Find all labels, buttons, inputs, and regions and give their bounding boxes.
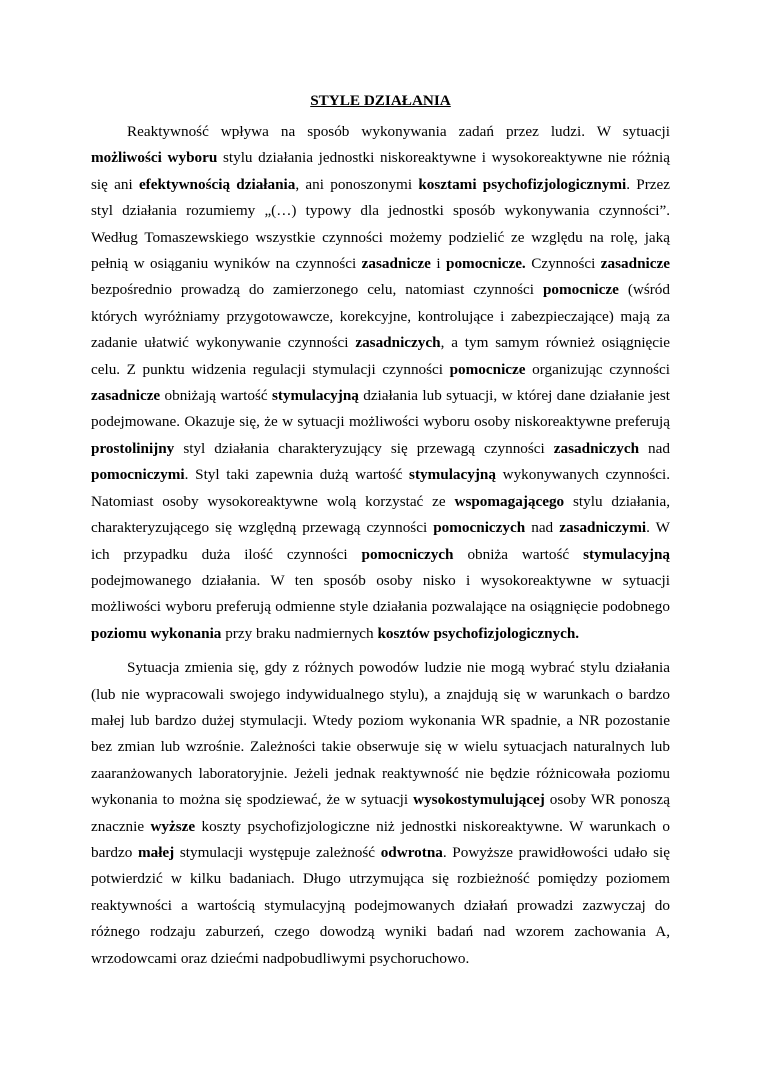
text-run: , ani ponoszonymi	[295, 175, 419, 193]
text-run: organizując czynności	[525, 360, 670, 378]
text-run: obniża wartość	[453, 545, 584, 563]
bold-term: wysokostymulującej	[413, 791, 545, 809]
bold-term: wyższe	[150, 817, 196, 835]
text-run: i	[430, 255, 447, 273]
paragraph	[91, 655, 670, 972]
bold-term: kosztów psychofizjologicznych.	[377, 624, 580, 642]
bold-term: małej	[137, 843, 175, 861]
bold-term: kosztami psychofizjologicznymi	[418, 175, 627, 193]
bold-term: zasadniczymi	[559, 519, 647, 537]
text-run: (wśród których wyróżniamy przygotowawcze, korekcyjne, kontrolujące i zabezpieczające) mają za zadanie ułatwić wykonywanie czynności	[91, 281, 670, 352]
text-run: . W ich przypadku duża ilość czynności	[91, 519, 671, 563]
bold-term: możliwości wyboru	[91, 149, 218, 167]
bold-term: zasadnicze	[600, 255, 670, 273]
text-run: . Powyższe prawidłowości udało się potwierdzić w kilku badaniach. Długo utrzymująca się rozbieżność pomiędzy poziomem reaktywności a wartością stymulacyjną podejmowanych działań prowadzi zazwyczaj do różnego rodzaju zaburzeń, czego dowodzą wyniki badań nad wzorem zachowania A, wrzodowcami oraz dziećmi nadpobudliwymi psychoruchowo.	[91, 843, 670, 967]
document-page	[91, 88, 670, 980]
paragraph	[91, 119, 670, 647]
bold-term: zasadniczych	[553, 439, 640, 457]
bold-term: stymulacyjną	[409, 466, 496, 484]
bold-term: zasadnicze	[361, 255, 431, 273]
bold-term: pomocniczymi	[91, 466, 185, 484]
text-run: wykonywanych czynności. Natomiast osoby wysokoreaktywne wolą korzystać ze	[91, 466, 670, 510]
text-run: . Przez styl działania rozumiemy „(…) typowy dla jednostki sposób wykonywania czynności”. Według Tomaszewskiego wszystkie czynności możemy podzielić ze względu na rolę, jaką pełnią w osiąganiu wyników na czynności	[91, 175, 670, 273]
text-run: nad	[525, 519, 560, 537]
bold-term: pomocniczych	[433, 519, 526, 537]
text-run: stylu działania jednostki niskoreaktywne i wysokoreaktywne nie różnią się ani	[91, 149, 670, 193]
text-run: Reaktywność wpływa na sposób wykonywania zadań przez ludzi. W sytuacji	[127, 123, 670, 140]
bold-term: pomocnicze	[449, 360, 526, 378]
text-run: działania lub sytuacji, w której dane działanie jest podejmowane. Okazuje się, że w sytuacji możliwości wyboru osoby niskoreaktywne preferują	[91, 387, 670, 431]
bold-term: wspomagającego	[454, 492, 565, 510]
text-run: Sytuacja zmienia się, gdy z różnych powodów ludzie nie mogą wybrać stylu działania (lub nie wypracowali swojego indywidualnego stylu), a znajdują się w warunkach o bardzo małej lub bardzo dużej stymulacji. Wtedy poziom wykonania WR spadnie, a NR pozostanie bez zmian lub wzrośnie. Zależności takie obserwuje się w wielu sytuacjach naturalnych lub zaaranżowanych laboratoryjnie. Jeżeli jednak reaktywność nie będzie różnicowała poziomu wykonania to można się spodziewać, że w sytuacji	[91, 659, 670, 809]
text-run: osoby WR ponoszą znacznie	[91, 791, 670, 835]
document-title: STYLE DZIAŁANIA	[310, 92, 451, 109]
text-run: bezpośrednio prowadzą do zamierzonego celu, natomiast czynności	[91, 281, 543, 299]
bold-term: zasadniczych	[355, 334, 441, 352]
bold-term: poziomu wykonania	[91, 624, 222, 642]
bold-term: pomocnicze.	[446, 255, 526, 273]
bold-term: prostolinijny	[91, 439, 175, 457]
document-body	[91, 119, 670, 972]
bold-term: pomocnicze	[542, 281, 619, 299]
text-run: Czynności	[525, 255, 601, 273]
text-run: koszty psychofizjologiczne niż jednostki niskoreaktywne. W warunkach o bardzo	[91, 817, 670, 861]
text-run: stymulacji występuje zależność	[174, 843, 381, 861]
bold-term: stymulacyjną	[583, 545, 670, 563]
text-run: stylu działania, charakteryzującego się względną przewagą czynności	[91, 492, 670, 537]
bold-term: zasadnicze	[91, 387, 161, 405]
bold-term: stymulacyjną	[271, 387, 359, 405]
bold-term: efektywnością działania	[138, 175, 296, 193]
text-run: . Styl taki zapewnia dużą wartość	[184, 466, 410, 484]
bold-term: pomocniczych	[361, 545, 454, 563]
text-run: nad	[639, 439, 670, 457]
text-run: styl działania charakteryzujący się przewagą czynności	[174, 439, 554, 457]
text-run: obniżają wartość	[160, 387, 272, 405]
text-run: podejmowanego działania. W ten sposób osoby nisko i wysokoreaktywne w sytuacji możliwości wyboru preferują odmienne style działania pozwalające na osiągnięcie podobnego	[91, 571, 670, 616]
text-run: , a tym samym również osiągnięcie celu. Z punktu widzenia regulacji stymulacji czynności	[91, 334, 670, 378]
text-run: przy braku nadmiernych	[221, 624, 378, 642]
bold-term: odwrotna	[380, 843, 443, 861]
